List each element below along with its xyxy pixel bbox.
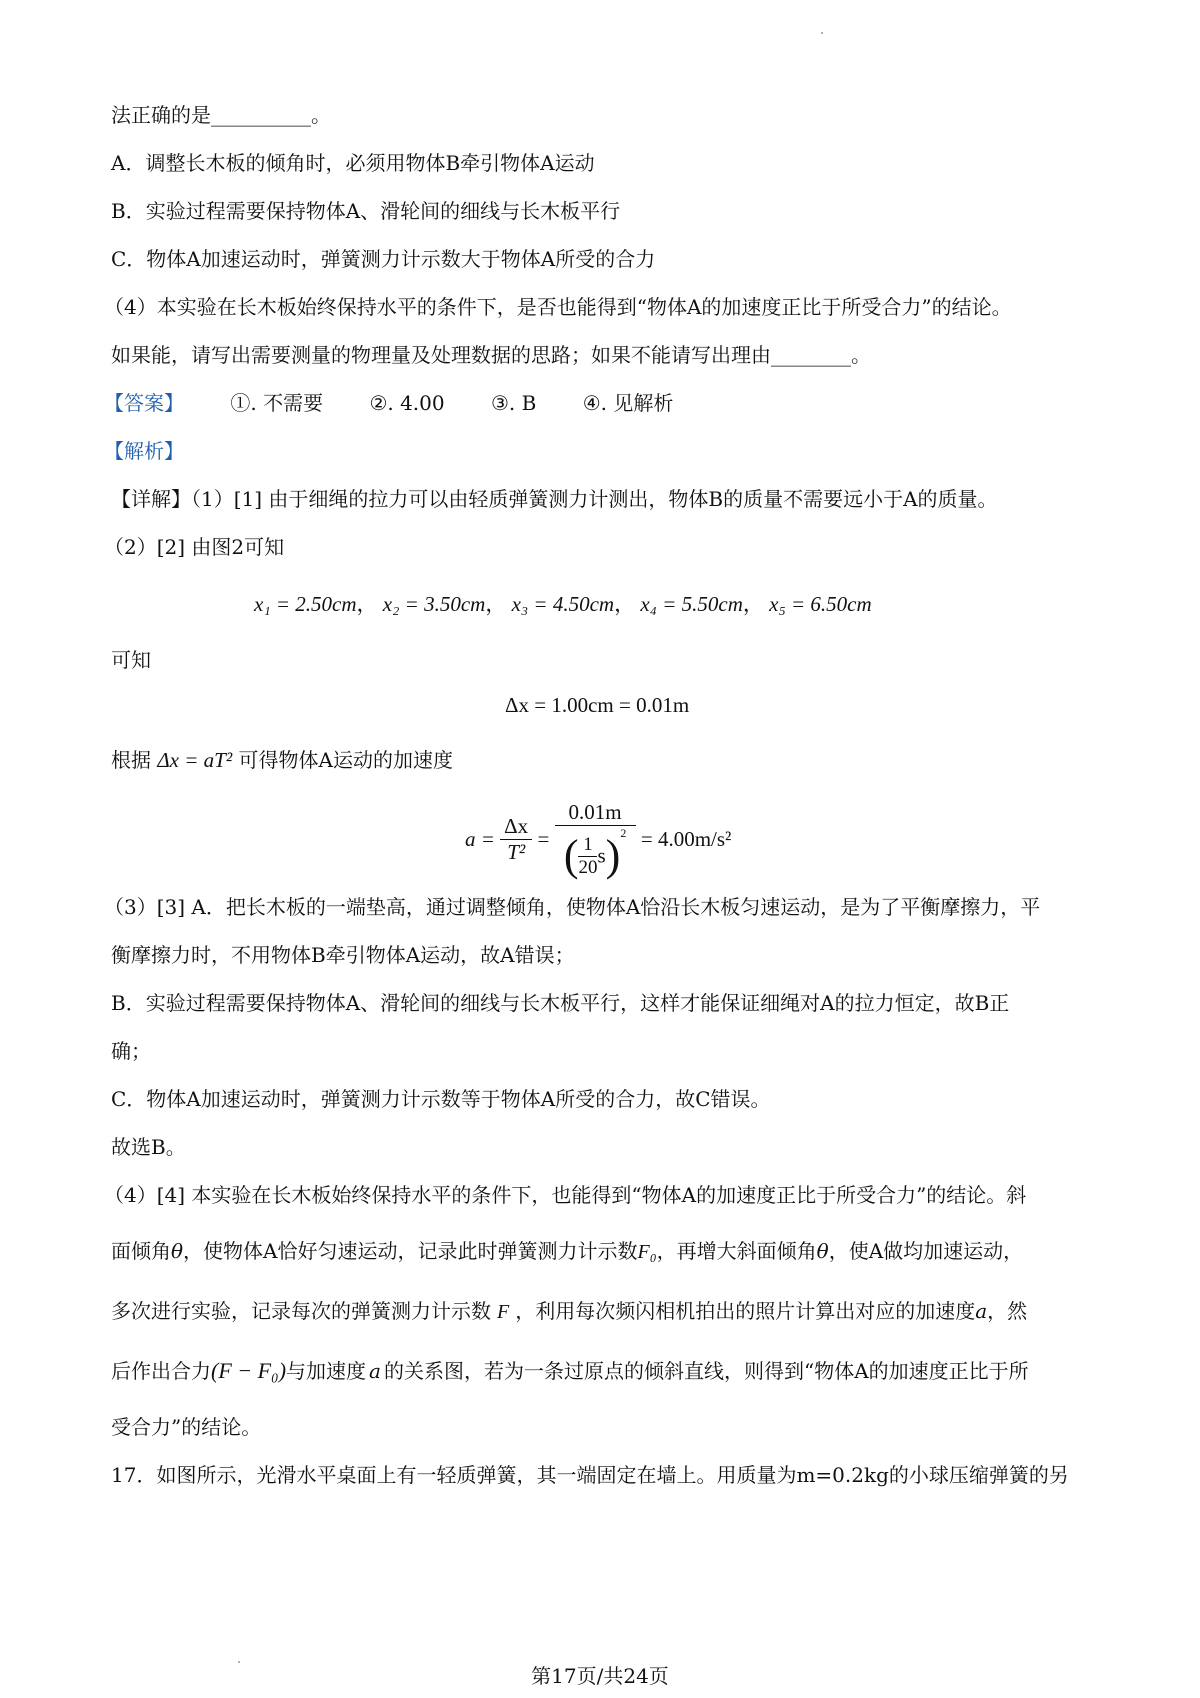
- according-suffix: 可得物体A运动的加速度: [238, 748, 453, 772]
- detail-4b: [111, 1236, 1023, 1267]
- page-footer: 第17页/共24页: [531, 1664, 669, 1688]
- x2-value: x₂ = 3.50cm: [382, 592, 486, 616]
- answer-2: ②. 4.00: [369, 391, 445, 415]
- frac-num-1: 1: [578, 834, 597, 857]
- fraction-value: [555, 800, 636, 879]
- a-symbol: a: [975, 1299, 988, 1323]
- x1-value: x₁ = 2.50cm: [254, 592, 357, 616]
- sep-4: ，: [742, 592, 764, 616]
- frac-den-period: [555, 826, 636, 879]
- text-segment: 的关系图，若为一条过原点的倾斜直线，则得到“物体A的加速度正比于所: [383, 1359, 1029, 1383]
- detail-3f: 故选B。: [111, 1135, 186, 1159]
- detail-4e: 受合力”的结论。: [111, 1415, 262, 1439]
- answer-label: 【答案】: [104, 391, 184, 415]
- detail-4d: [111, 1356, 1029, 1386]
- detail-3d: 确；: [111, 1039, 151, 1063]
- right-paren: ): [605, 831, 621, 881]
- f0-symbol: F₀: [637, 1241, 657, 1263]
- displacement-values: [254, 588, 872, 618]
- option-c: C．物体A加速运动时，弹簧测力计示数大于物体A所受的合力: [111, 247, 656, 271]
- theta-symbol: θ: [171, 1239, 184, 1263]
- answer-line: [104, 388, 673, 418]
- text-segment: ，利用每次频闪相机拍出的照片计算出对应的加速度: [515, 1299, 976, 1323]
- text-segment: 后作出合力: [111, 1359, 211, 1383]
- text-segment: ，然: [987, 1299, 1028, 1323]
- text-segment: 与加速度: [286, 1359, 367, 1383]
- sep-1: ，: [356, 592, 378, 616]
- x5-value: x₅ = 6.50cm: [769, 592, 872, 616]
- detail-3e: C．物体A加速运动时，弹簧测力计示数等于物体A所受的合力，故C错误。: [111, 1087, 771, 1111]
- answer-3: ③. B: [490, 391, 537, 415]
- square-exponent: 2: [620, 826, 627, 840]
- according-line: [111, 745, 453, 775]
- detail-1: 【详解】（1）[1] 由于细绳的拉力可以由轻质弹簧测力计测出，物体B的质量不需要远小于A的质量。: [111, 487, 998, 511]
- frac-num-001: 0.01m: [555, 800, 636, 826]
- theta-symbol: θ: [816, 1239, 829, 1263]
- delta-x-formula: Δx = aT²: [157, 748, 233, 772]
- option-a: A．调整长木板的倾角时，必须用物体B牵引物体A运动: [111, 151, 595, 175]
- known-text: 可知: [111, 648, 151, 672]
- detail-4a: （4）[4] 本实验在长木板始终保持水平的条件下，也能得到“物体A的加速度正比于所受合力”的结论。斜: [104, 1183, 1027, 1207]
- text-segment: ，使物体A恰好匀速运动，记录此时弹簧测力计示数: [183, 1239, 638, 1263]
- text-segment: 多次进行实验，记录每次的弹簧测力计示数: [111, 1299, 491, 1323]
- text-segment: ，使A做均加速运动，: [828, 1239, 1024, 1263]
- frac-num-dx: Δx: [500, 814, 532, 840]
- question-line: 法正确的是__________。: [111, 103, 331, 127]
- sep-2: ，: [485, 592, 507, 616]
- frac-den-t2: T²: [507, 839, 526, 864]
- scan-speck-top: [821, 32, 823, 34]
- text-segment: ，再增大斜面倾角: [656, 1239, 817, 1263]
- detail-2: （2）[2] 由图2可知: [104, 535, 285, 559]
- f-minus-f0: (F − F₀): [211, 1358, 287, 1383]
- frac-den-20: 20: [578, 856, 598, 878]
- f-symbol: F: [497, 1301, 510, 1323]
- equals-1: =: [537, 826, 550, 851]
- according-prefix: 根据: [111, 748, 151, 772]
- option-b: B．实验过程需要保持物体A、滑轮间的细线与长木板平行: [111, 199, 621, 223]
- detail-4c: [111, 1296, 1027, 1327]
- delta-x-equation: Δx = 1.00cm = 0.01m: [505, 693, 690, 717]
- a-lhs: a =: [465, 826, 495, 851]
- question-17: 17．如图所示，光滑水平桌面上有一轻质弹簧，其一端固定在墙上。用质量为m=0.2kg的小球压缩弹簧的另: [111, 1463, 1069, 1487]
- acceleration-equation: [465, 800, 731, 879]
- detail-3c: B．实验过程需要保持物体A、滑轮间的细线与长木板平行，这样才能保证细绳对A的拉力恒定，故B正: [111, 991, 1010, 1015]
- answer-1: ①. 不需要: [230, 391, 324, 415]
- fraction-dx-t2: [500, 814, 532, 865]
- left-paren: (: [563, 831, 579, 881]
- detail-3b: 衡摩擦力时，不用物体B牵引物体A运动，故A错误；: [111, 943, 575, 967]
- x3-value: x₃ = 4.50cm: [511, 592, 615, 616]
- fraction-one-twentieth: [578, 834, 597, 879]
- a-symbol: a: [369, 1359, 381, 1383]
- answer-4: ④. 见解析: [582, 391, 674, 415]
- analysis-label: 【解析】: [104, 439, 184, 463]
- x4-value: x₄ = 5.50cm: [640, 592, 743, 616]
- question-4: （4）本实验在长木板始终保持水平的条件下，是否也能得到“物体A的加速度正比于所受合力”的结论。: [104, 295, 1012, 319]
- unit-s: s: [597, 843, 606, 868]
- acceleration-result: = 4.00m/s²: [640, 826, 732, 851]
- sep-3: ，: [614, 592, 636, 616]
- question-4-cont: 如果能，请写出需要测量的物理量及处理数据的思路；如果不能请写出理由________。: [111, 343, 871, 367]
- text-segment: 面倾角: [111, 1239, 171, 1263]
- detail-3a: （3）[3] A．把长木板的一端垫高，通过调整倾角，使物体A恰沿长木板匀速运动，是为了平衡摩擦力，平: [104, 895, 1041, 919]
